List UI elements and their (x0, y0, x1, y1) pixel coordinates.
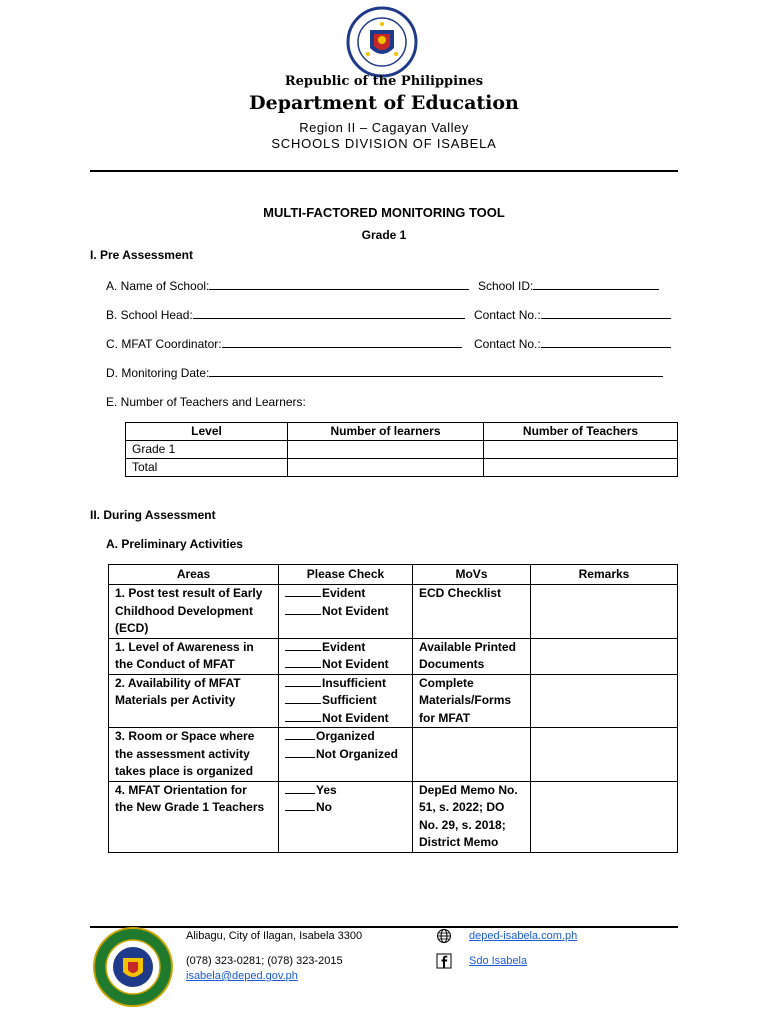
col-teachers: Number of Teachers (484, 423, 678, 441)
footer-divider (90, 926, 678, 928)
footer-facebook-link[interactable]: Sdo Isabela (469, 955, 528, 967)
check-blank[interactable] (285, 711, 321, 722)
check-blank[interactable] (285, 676, 321, 687)
monitoring-date-label: D. Monitoring Date: (106, 366, 210, 380)
contact-no-label-2: Contact No.: (474, 337, 541, 351)
cell-learners[interactable] (288, 459, 484, 477)
region-heading: Region II – Cagayan Valley (299, 120, 469, 135)
area-cell (109, 585, 279, 639)
remarks-cell[interactable] (531, 728, 678, 782)
header-divider (90, 170, 678, 172)
school-head-line[interactable] (193, 308, 465, 319)
area-line: takes place is organized (115, 764, 254, 778)
area-cell (109, 781, 279, 852)
facebook-icon (436, 953, 452, 969)
school-id-label: School ID: (478, 279, 534, 293)
check-cell (279, 638, 413, 674)
area-line: Materials per Activity (115, 693, 236, 707)
deped-seal-logo (346, 6, 418, 78)
cell-teachers[interactable] (484, 441, 678, 459)
table-row (109, 728, 678, 782)
movs-line: ECD Checklist (419, 586, 502, 600)
check-blank[interactable] (285, 586, 321, 597)
remarks-cell[interactable] (531, 585, 678, 639)
footer-email-link[interactable]: isabela@deped.gov.ph (186, 970, 298, 982)
movs-line: for MFAT (419, 710, 471, 725)
pre-assessment-heading: I. Pre Assessment (90, 248, 193, 262)
col-learners: Number of learners (288, 423, 484, 441)
school-head-label: B. School Head: (106, 308, 193, 322)
area-cell (109, 728, 279, 782)
contact-no-field-2[interactable] (474, 337, 671, 351)
contact-no-line-1[interactable] (541, 308, 671, 319)
school-head-field[interactable] (106, 308, 465, 322)
check-option: Not Organized (316, 746, 399, 761)
school-id-field[interactable] (478, 279, 659, 293)
footer-phone: (078) 323-0281; (078) 323-2015 (186, 955, 343, 967)
department-heading: Department of Education (249, 92, 519, 114)
area-cell (109, 674, 279, 728)
check-option: Not Evident (322, 710, 389, 725)
check-option: Not Evident (322, 657, 389, 671)
check-blank[interactable] (285, 783, 315, 794)
movs-line: Documents (419, 657, 485, 671)
check-cell (279, 781, 413, 852)
republic-heading: Republic of the Philippines (284, 74, 484, 89)
area-line: 3. Room or Space where (115, 729, 255, 743)
check-blank[interactable] (285, 800, 315, 811)
check-cell (279, 728, 413, 782)
check-option: Sufficient (322, 693, 377, 707)
division-seal-logo (92, 926, 174, 1008)
table-row (109, 781, 678, 852)
globe-icon (436, 928, 452, 944)
area-line: the assessment activity (115, 746, 250, 761)
movs-line: DepEd Memo No. (419, 782, 518, 797)
movs-line: District Memo (419, 835, 499, 849)
document-title: MULTI-FACTORED MONITORING TOOL (263, 205, 505, 220)
check-option: Evident (322, 639, 366, 654)
mfat-coordinator-label: C. MFAT Coordinator: (106, 337, 222, 351)
movs-line: No. 29, s. 2018; (419, 817, 506, 832)
col-please-check: Please Check (279, 565, 413, 585)
area-line: 1. Post test result of Early (115, 586, 263, 600)
school-name-field[interactable] (106, 279, 469, 293)
remarks-cell[interactable] (531, 674, 678, 728)
division-heading: SCHOOLS DIVISION OF ISABELA (271, 136, 497, 151)
col-areas: Areas (109, 565, 279, 585)
footer-address: Alibagu, City of Ilagan, Isabela 3300 (186, 930, 363, 942)
check-cell (279, 674, 413, 728)
movs-line: Available Printed (419, 639, 516, 654)
school-name-label: A. Name of School: (106, 279, 210, 293)
contact-no-field-1[interactable] (474, 308, 671, 322)
area-line: 4. MFAT Orientation for (115, 782, 247, 797)
contact-no-line-2[interactable] (541, 337, 671, 348)
check-cell (279, 585, 413, 639)
col-remarks: Remarks (531, 565, 678, 585)
table-row (126, 441, 678, 459)
movs-cell (413, 585, 531, 639)
movs-line: Materials/Forms (419, 693, 512, 707)
teachers-learners-label: E. Number of Teachers and Learners: (106, 395, 306, 409)
check-option: Insufficient (322, 675, 387, 690)
movs-cell (413, 638, 531, 674)
row-level: Grade 1 (126, 441, 288, 459)
school-id-line[interactable] (533, 279, 659, 290)
mfat-coordinator-line[interactable] (222, 337, 462, 348)
row-level: Total (126, 459, 288, 477)
movs-cell (413, 781, 531, 852)
area-line: (ECD) (115, 621, 149, 635)
check-blank[interactable] (285, 747, 315, 758)
area-line: Childhood Development (115, 603, 253, 618)
movs-cell (413, 674, 531, 728)
table-row (126, 459, 678, 477)
table-row (109, 674, 678, 728)
school-name-line[interactable] (209, 279, 469, 290)
remarks-cell[interactable] (531, 638, 678, 674)
area-line: the New Grade 1 Teachers (115, 800, 265, 814)
check-option: No (316, 800, 332, 814)
area-line: 2. Availability of MFAT (115, 675, 241, 690)
table-row (109, 638, 678, 674)
check-option: Not Evident (322, 603, 389, 618)
cell-teachers[interactable] (484, 459, 678, 477)
check-option: Organized (316, 729, 375, 743)
area-line: 1. Level of Awareness in (115, 639, 254, 654)
area-line: the Conduct of MFAT (115, 657, 235, 671)
check-blank[interactable] (285, 640, 321, 651)
monitoring-date-line[interactable] (209, 366, 663, 377)
table-row (109, 585, 678, 639)
check-blank[interactable] (285, 657, 321, 668)
cell-learners[interactable] (288, 441, 484, 459)
table-header-row (109, 565, 678, 585)
during-assessment-heading: II. During Assessment (90, 508, 216, 522)
area-cell (109, 638, 279, 674)
check-blank[interactable] (285, 729, 315, 740)
movs-line: 51, s. 2022; DO (419, 800, 505, 814)
col-movs: MoVs (413, 565, 531, 585)
check-blank[interactable] (285, 604, 321, 615)
movs-cell (413, 728, 531, 782)
footer-website-link[interactable]: deped-isabela.com.ph (469, 930, 578, 942)
contact-no-label-1: Contact No.: (474, 308, 541, 322)
col-level: Level (126, 423, 288, 441)
table-header-row (126, 423, 678, 441)
preliminary-activities-heading: A. Preliminary Activities (106, 537, 243, 551)
check-option: Evident (322, 586, 366, 600)
mfat-coordinator-field[interactable] (106, 337, 462, 351)
teachers-learners-table (125, 422, 678, 477)
grade-subtitle: Grade 1 (361, 228, 407, 242)
remarks-cell[interactable] (531, 781, 678, 852)
preliminary-activities-table (108, 564, 678, 853)
movs-line: Complete (419, 675, 474, 690)
check-blank[interactable] (285, 693, 321, 704)
monitoring-date-field[interactable] (106, 366, 663, 380)
check-option: Yes (316, 782, 337, 797)
